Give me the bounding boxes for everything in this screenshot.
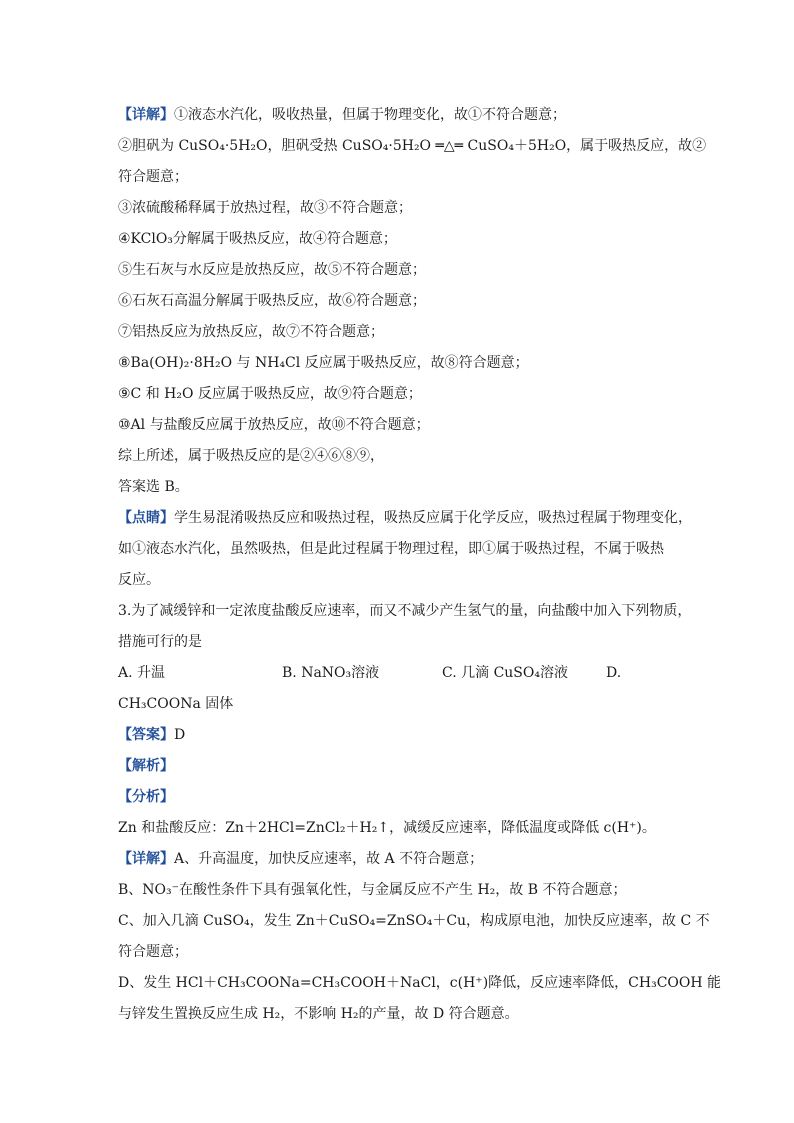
detail2-line-4: 符合题意；	[118, 944, 188, 960]
detail2-line-5: D、发生 HCl＋CH₃COONa=CH₃COOH＋NaCl，c(H⁺)降低，反应速率降低，CH₃COOH 能	[118, 975, 722, 991]
option-a: A. 升温	[118, 665, 166, 681]
answer-label: 【答案】	[118, 727, 174, 743]
tip-label: 【点睛】	[118, 510, 174, 526]
option-b: B. NaNO₃溶液	[282, 665, 380, 681]
question-3-line-2: 措施可行的是	[118, 634, 202, 650]
detail-line-6: ⑤生石灰与水反应是放热反应，故⑤不符合题意；	[118, 262, 426, 278]
detail2-line-3: C、加入几滴 CuSO₄，发生 Zn＋CuSO₄=ZnSO₄＋Cu，构成原电池，加快反应速率，故 C 不	[118, 913, 710, 929]
detail-line-9: ⑧Ba(OH)₂·8H₂O 与 NH₄Cl 反应属于吸热反应，故⑧符合题意；	[118, 355, 529, 371]
detail-summary-line: 综上所述，属于吸热反应的是②④⑥⑧⑨，	[118, 448, 384, 464]
detail2-line-1	[118, 844, 678, 875]
detail-line-10: ⑨C 和 H₂O 反应属于吸热反应，故⑨符合题意；	[118, 386, 422, 402]
tip-line-2: 如①液态水汽化，虽然吸热，但是此过程属于物理过程，即①属于吸热过程，不属于吸热	[118, 541, 664, 557]
tip-text: 学生易混淆吸热反应和吸热过程，吸热反应属于化学反应，吸热过程属于物理变化，	[174, 510, 692, 526]
fenxi-label: 【分析】	[118, 789, 174, 805]
detail2-text: A、升高温度，加快反应速率，故 A 不符合题意；	[174, 851, 484, 867]
detail2-line-2: B、NO₃⁻在酸性条件下具有强氧化性，与金属反应不产生 H₂，故 B 不符合题意；	[118, 882, 627, 898]
option-d: D.	[606, 665, 622, 681]
option-d-continuation: CH₃COONa 固体	[118, 696, 234, 712]
detail-answer-line: 答案选 B。	[118, 479, 189, 495]
analysis-line	[118, 751, 678, 782]
answer-value: D	[174, 727, 186, 743]
tip-line-1	[118, 503, 692, 534]
analysis-label: 【解析】	[118, 758, 174, 774]
fenxi-label-line	[118, 782, 678, 813]
fenxi-text: Zn 和盐酸反应：Zn＋2HCl=ZnCl₂＋H₂↑，减缓反应速率，降低温度或降低 c(H⁺)。	[118, 820, 656, 836]
tip-line-3: 反应。	[118, 572, 160, 588]
question-3-line-1: 3.为了减缓锌和一定浓度盐酸反应速率，而又不减少产生氢气的量，向盐酸中加入下列物质，	[118, 603, 692, 619]
question-3-options	[118, 658, 678, 689]
answer-line	[118, 720, 678, 751]
detail-line-1	[118, 100, 678, 131]
detail-line-4: ③浓硫酸稀释属于放热过程，故③不符合题意；	[118, 200, 412, 216]
detail-line-2: ②胆矾为 CuSO₄·5H₂O，胆矾受热 CuSO₄·5H₂O ═△═ CuSO₄＋5H₂O，属于吸热反应，故②	[118, 138, 707, 154]
detail-line-8: ⑦铝热反应为放热反应，故⑦不符合题意；	[118, 324, 384, 340]
detail-label: 【详解】	[118, 107, 174, 123]
detail-line-5: ④KClO₃分解属于吸热反应，故④符合题意；	[118, 231, 397, 247]
document-page	[118, 100, 722, 1030]
detail2-line-6: 与锌发生置换反应生成 H₂，不影响 H₂的产量，故 D 符合题意。	[118, 1006, 519, 1022]
detail-line-11: ⑩Al 与盐酸反应属于放热反应，故⑩不符合题意；	[118, 417, 430, 433]
detail2-label: 【详解】	[118, 851, 174, 867]
detail-line-7: ⑥石灰石高温分解属于吸热反应，故⑥符合题意；	[118, 293, 426, 309]
detail-text: ①液态水汽化，吸收热量，但属于物理变化，故①不符合题意；	[174, 107, 566, 123]
detail-line-3: 符合题意；	[118, 169, 188, 185]
option-c: C. 几滴 CuSO₄溶液	[442, 665, 568, 681]
